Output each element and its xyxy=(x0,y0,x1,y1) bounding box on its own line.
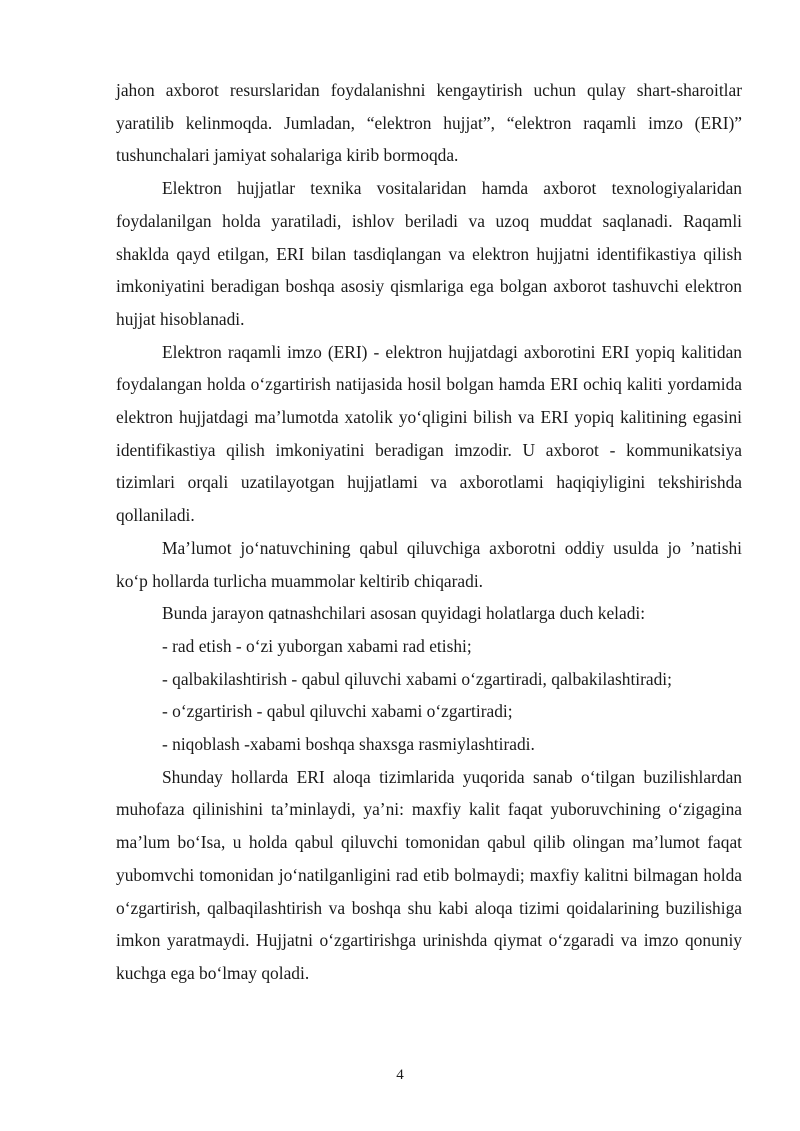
list-item: - qalbakilashtirish - qabul qiluvchi xabami o‘zgartiradi, qalbakilashtiradi; xyxy=(162,668,672,689)
list-item: - o‘zgartirish - qabul qiluvchi xabami o‘zgartiradi; xyxy=(162,701,513,722)
threat-list xyxy=(116,630,742,761)
page-number: 4 xyxy=(396,1067,404,1083)
list-item: - rad etish - o‘zi yuborgan xabami rad etishi; xyxy=(162,635,472,656)
paragraph-sender-problems: Ma’lumot jo‘natuvchining qabul qiluvchiga axborotni oddiy usulda jo ’natishi ko‘p hollarda turlicha muammolar keltirib chiqaradi. xyxy=(116,537,742,591)
paragraph-electronic-documents: Elektron hujjatlar texnika vositalaridan hamda axborot texnologiyalaridan foydalanilgan holda yaratiladi, ishlov beriladi va uzoq muddat saqlanadi. Raqamli shaklda qayd etilgan, ERI bilan tasdiqlangan va elektron hujjatni identifikastiya qilish imkoniyatini beradigan boshqa asosiy qismlariga ega bolgan axborot tashuvchi elektron hujjat hisoblanadi. xyxy=(116,178,742,329)
paragraph-continuation: jahon axborot resurslaridan foydalanishni kengaytirish uchun qulay shart-sharoitlar yaratilib kelinmoqda. Jumladan, “elektron hujjat”, “elektron raqamli imzo (ERI)” tushunchalari jamiyat sohalariga kirib bormoqda. xyxy=(116,80,742,166)
paragraph-participants-intro: Bunda jarayon qatnashchilari asosan quyidagi holatlarga duch keladi: xyxy=(162,603,646,624)
paragraph-eri-protection: Shunday hollarda ERI aloqa tizimlarida yuqorida sanab o‘tilgan buzilishlardan muhofaza qilinishini ta’minlaydi, ya’ni: maxfiy kalit faqat yuboruvchining o‘zigagina ma’lum bo‘Isa, u holda qabul qiluvchi tomonidan qabul qilib olingan ma’lumot faqat yubomvchi tomonidan jo‘natilganligini rad etib bolmaydi; maxfiy kalitni bilmagan holda o‘zgartirish, qalbaqilashtirish va boshqa shu kabi aloqa tizimi qoidalarining buzilishiga imkon yaratmaydi. Hujjatni o‘zgartirishga urinishda qiymat o‘zgaradi va imzo qonuniy kuchga ega bo‘lmay qoladi. xyxy=(116,766,742,983)
list-item: - niqoblash -xabami boshqa shaxsga rasmiylashtiradi. xyxy=(162,734,535,755)
paragraph-eri-definition: Elektron raqamli imzo (ERI) - elektron hujjatdagi axborotini ERI yopiq kalitidan foydalangan holda o‘zgartirish natijasida hosil bolgan hamda ERI ochiq kaliti yordamida elektron hujjatdagi ma’lumotda xatolik yo‘qligini bilish va ERI yopiq kalitining egasini identifikastiya qilish imkoniyatini beradigan imzodir. U axborot - kommunikatsiya tizimlari orqali uzatilayotgan hujjatlami va axborotlami haqiqiyligini tekshirishda qollaniladi. xyxy=(116,341,742,526)
document-page xyxy=(116,74,742,990)
